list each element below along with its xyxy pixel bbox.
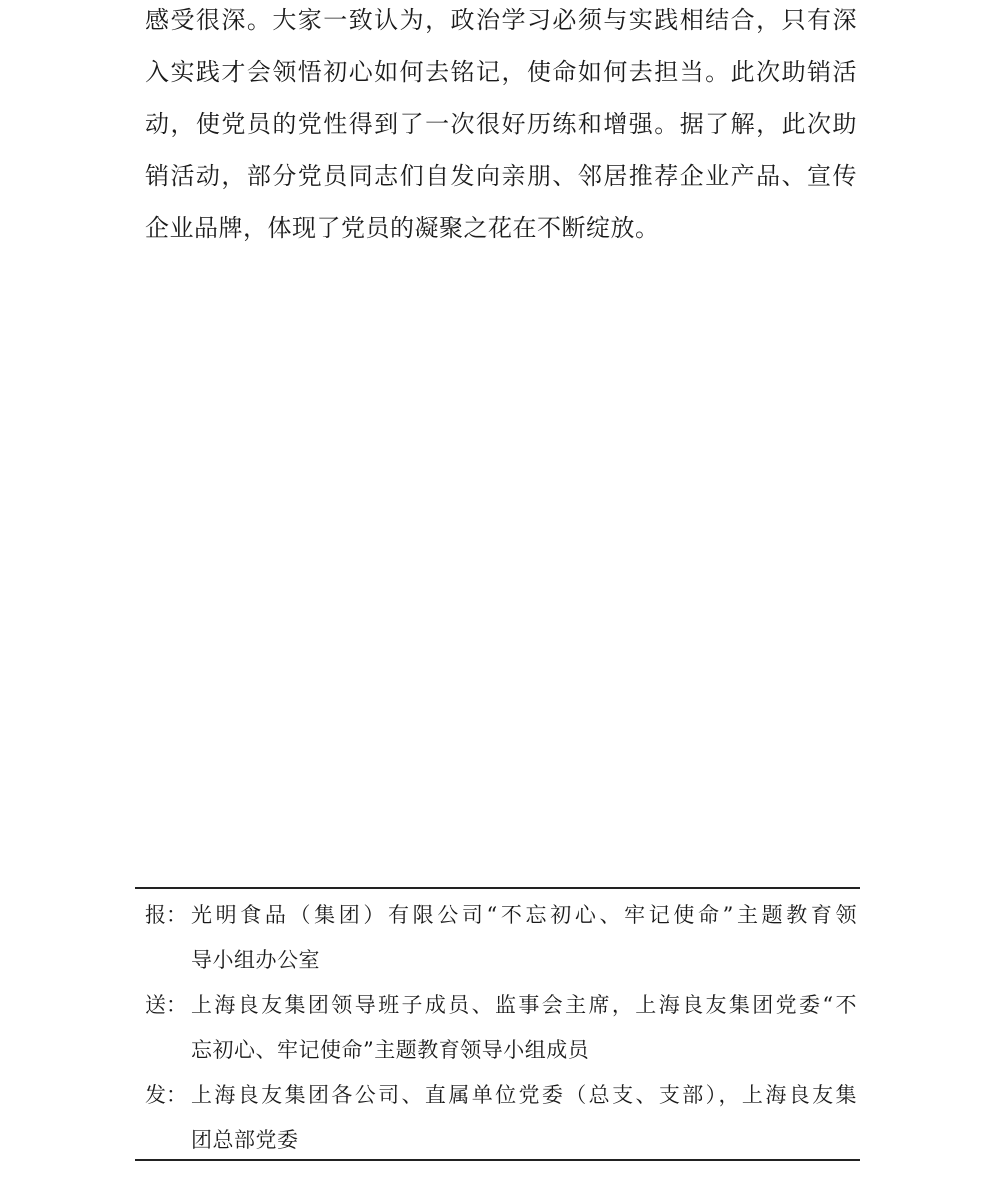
- paragraph-line: 企业品牌，体现了党员的凝聚之花在不断绽放。: [145, 214, 660, 242]
- report-line: 导小组办公室: [191, 948, 320, 972]
- send-line: 忘初心、牢记使命”主题教育领导小组成员: [191, 1038, 590, 1062]
- send-to-entry: [145, 983, 857, 1073]
- issue-line: 上海良友集团各公司、直属单位党委（总支、支部），上海良友集: [191, 1083, 857, 1107]
- issue-line: 团总部党委: [191, 1128, 299, 1152]
- issue-to-entry: [145, 1073, 857, 1163]
- body-paragraph: [145, 0, 857, 260]
- bottom-divider: [135, 1159, 860, 1161]
- paragraph-line: 入实践才会领悟初心如何去铭记，使命如何去担当。此次助销活: [145, 58, 857, 86]
- paragraph-line: 动，使党员的党性得到了一次很好历练和增强。据了解，此次助: [145, 110, 857, 138]
- issue-label: 发：: [145, 1083, 187, 1107]
- send-label: 送：: [145, 993, 187, 1017]
- report-to-entry: [145, 893, 857, 983]
- top-divider: [135, 887, 860, 889]
- report-label: 报：: [145, 903, 187, 927]
- paragraph-line: 感受很深。大家一致认为，政治学习必须与实践相结合，只有深: [145, 6, 857, 34]
- paragraph-line: 销活动，部分党员同志们自发向亲朋、邻居推荐企业产品、宣传: [145, 162, 857, 190]
- report-line: 光明食品（集团）有限公司“不忘初心、牢记使命”主题教育领: [191, 903, 857, 927]
- send-line: 上海良友集团领导班子成员、监事会主席，上海良友集团党委“不: [191, 993, 857, 1017]
- distribution-block: [145, 893, 857, 1163]
